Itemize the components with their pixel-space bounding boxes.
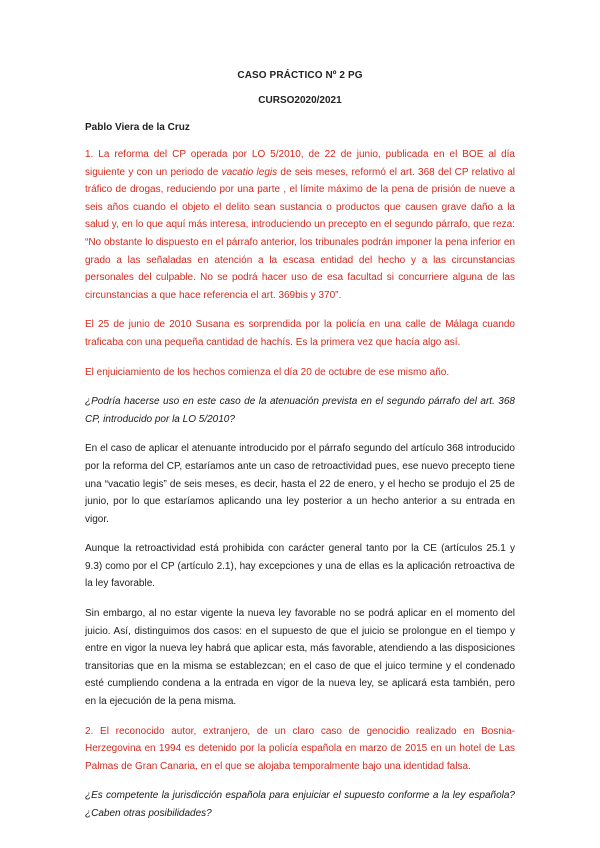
case1-statement-italic: vacatio legis: [221, 166, 278, 178]
case2-statement: 2. El reconocido autor, extranjero, de un claro caso de genocidio realizado en Bosnia-Herzegovina en 1994 es detenido por la policía española en marzo de 2015 en un hotel de Las Palmas de Gran Canaria, en el que se alojaba temporalmente bajo una identidad falsa.: [85, 725, 515, 772]
case1-statement: [85, 146, 515, 304]
case1-statement-post: de seis meses, reformó el art. 368 del CP relativo al tráfico de drogas, reduciendo por una parte , el límite máximo de la pena de prisión de nueve a seis años cuando el objeto el delito sean sustancia o productos que causen grave daño a la salud y, en lo que aquí más interesa, introduciendo un precepto en el segundo párrafo, que reza: “No obstante lo dispuesto en el párrafo anterior, los tribunales podrán imponer la pena inferior en grado a las señaladas en atención a la escasa entidad del hecho y a las circunstancias personales del culpable. No se podrá hacer uso de esa facultad si concurriere alguna de las circunstancias a que hace referencia el art. 369bis y 370”.: [85, 166, 515, 301]
course-year: CURSO2020/2021: [258, 95, 342, 106]
document-body: [85, 70, 515, 835]
case1-question: ¿Podría hacerse uso en este caso de la atenuación prevista en el segundo párrafo del art. 368 CP, introducido por la LO 5/2010?: [85, 396, 515, 425]
case1-facts: El 25 de junio de 2010 Susana es sorprendida por la policía en una calle de Málaga cuando traficaba con una pequeña cantidad de hachís. Es la primera vez que hacía algo así.: [85, 319, 515, 348]
case1-answer-paragraph-3: Sin embargo, al no estar vigente la nueva ley favorable no se podrá aplicar en el momento del juicio. Así, distinguimos dos casos: en el supuesto de que el juicio se prolongue en el tiempo y entre en vigor la nueva ley habrá que aplicar esta, más favorable, atendiendo a las disposiciones transitorias que en la misma se establezcan; en el caso de que el juico termine y el condenado esté cumpliendo condena a la entrada en vigor de la nueva ley, se aplicará esta también, pero en la ejecución de la pena misma.: [85, 608, 515, 708]
case1-statement-pre: 1. La reforma del CP operada por LO 5/2010, de 22 de junio, publicada en el BOE al día siguiente y con un periodo de: [85, 149, 515, 178]
case1-answer-paragraph-1: En el caso de aplicar el atenuante introducido por el párrafo segundo del artículo 368 introducido por la reforma del CP, estaríamos ante un caso de retroactividad pues, ese nuevo precepto tiene una “vacatio legis” de seis meses, es decir, hasta el 22 de enero, y el hecho se produjo el 25 de junio, por lo que estaríamos aplicando una ley posterior a un hecho anterior a su entrada en vigor.: [85, 443, 515, 525]
author-name: Pablo Viera de la Cruz: [85, 122, 190, 133]
document-title: CASO PRÁCTICO Nº 2 PG: [237, 70, 363, 81]
case1-answer-paragraph-2: Aunque la retroactividad está prohibida con carácter general tanto por la CE (artículos 25.1 y 9.3) como por el CP (artículo 2.1), hay excepciones y una de ellas es la aplicación retroactiva de la ley favorable.: [85, 543, 515, 590]
case1-trial: El enjuiciamiento de los hechos comienza el día 20 de octubre de ese mismo año.: [85, 366, 450, 378]
case2-question: ¿Es competente la jurisdicción española para enjuiciar el supuesto conforme a la ley española? ¿Caben otras posibilidades?: [85, 790, 515, 819]
